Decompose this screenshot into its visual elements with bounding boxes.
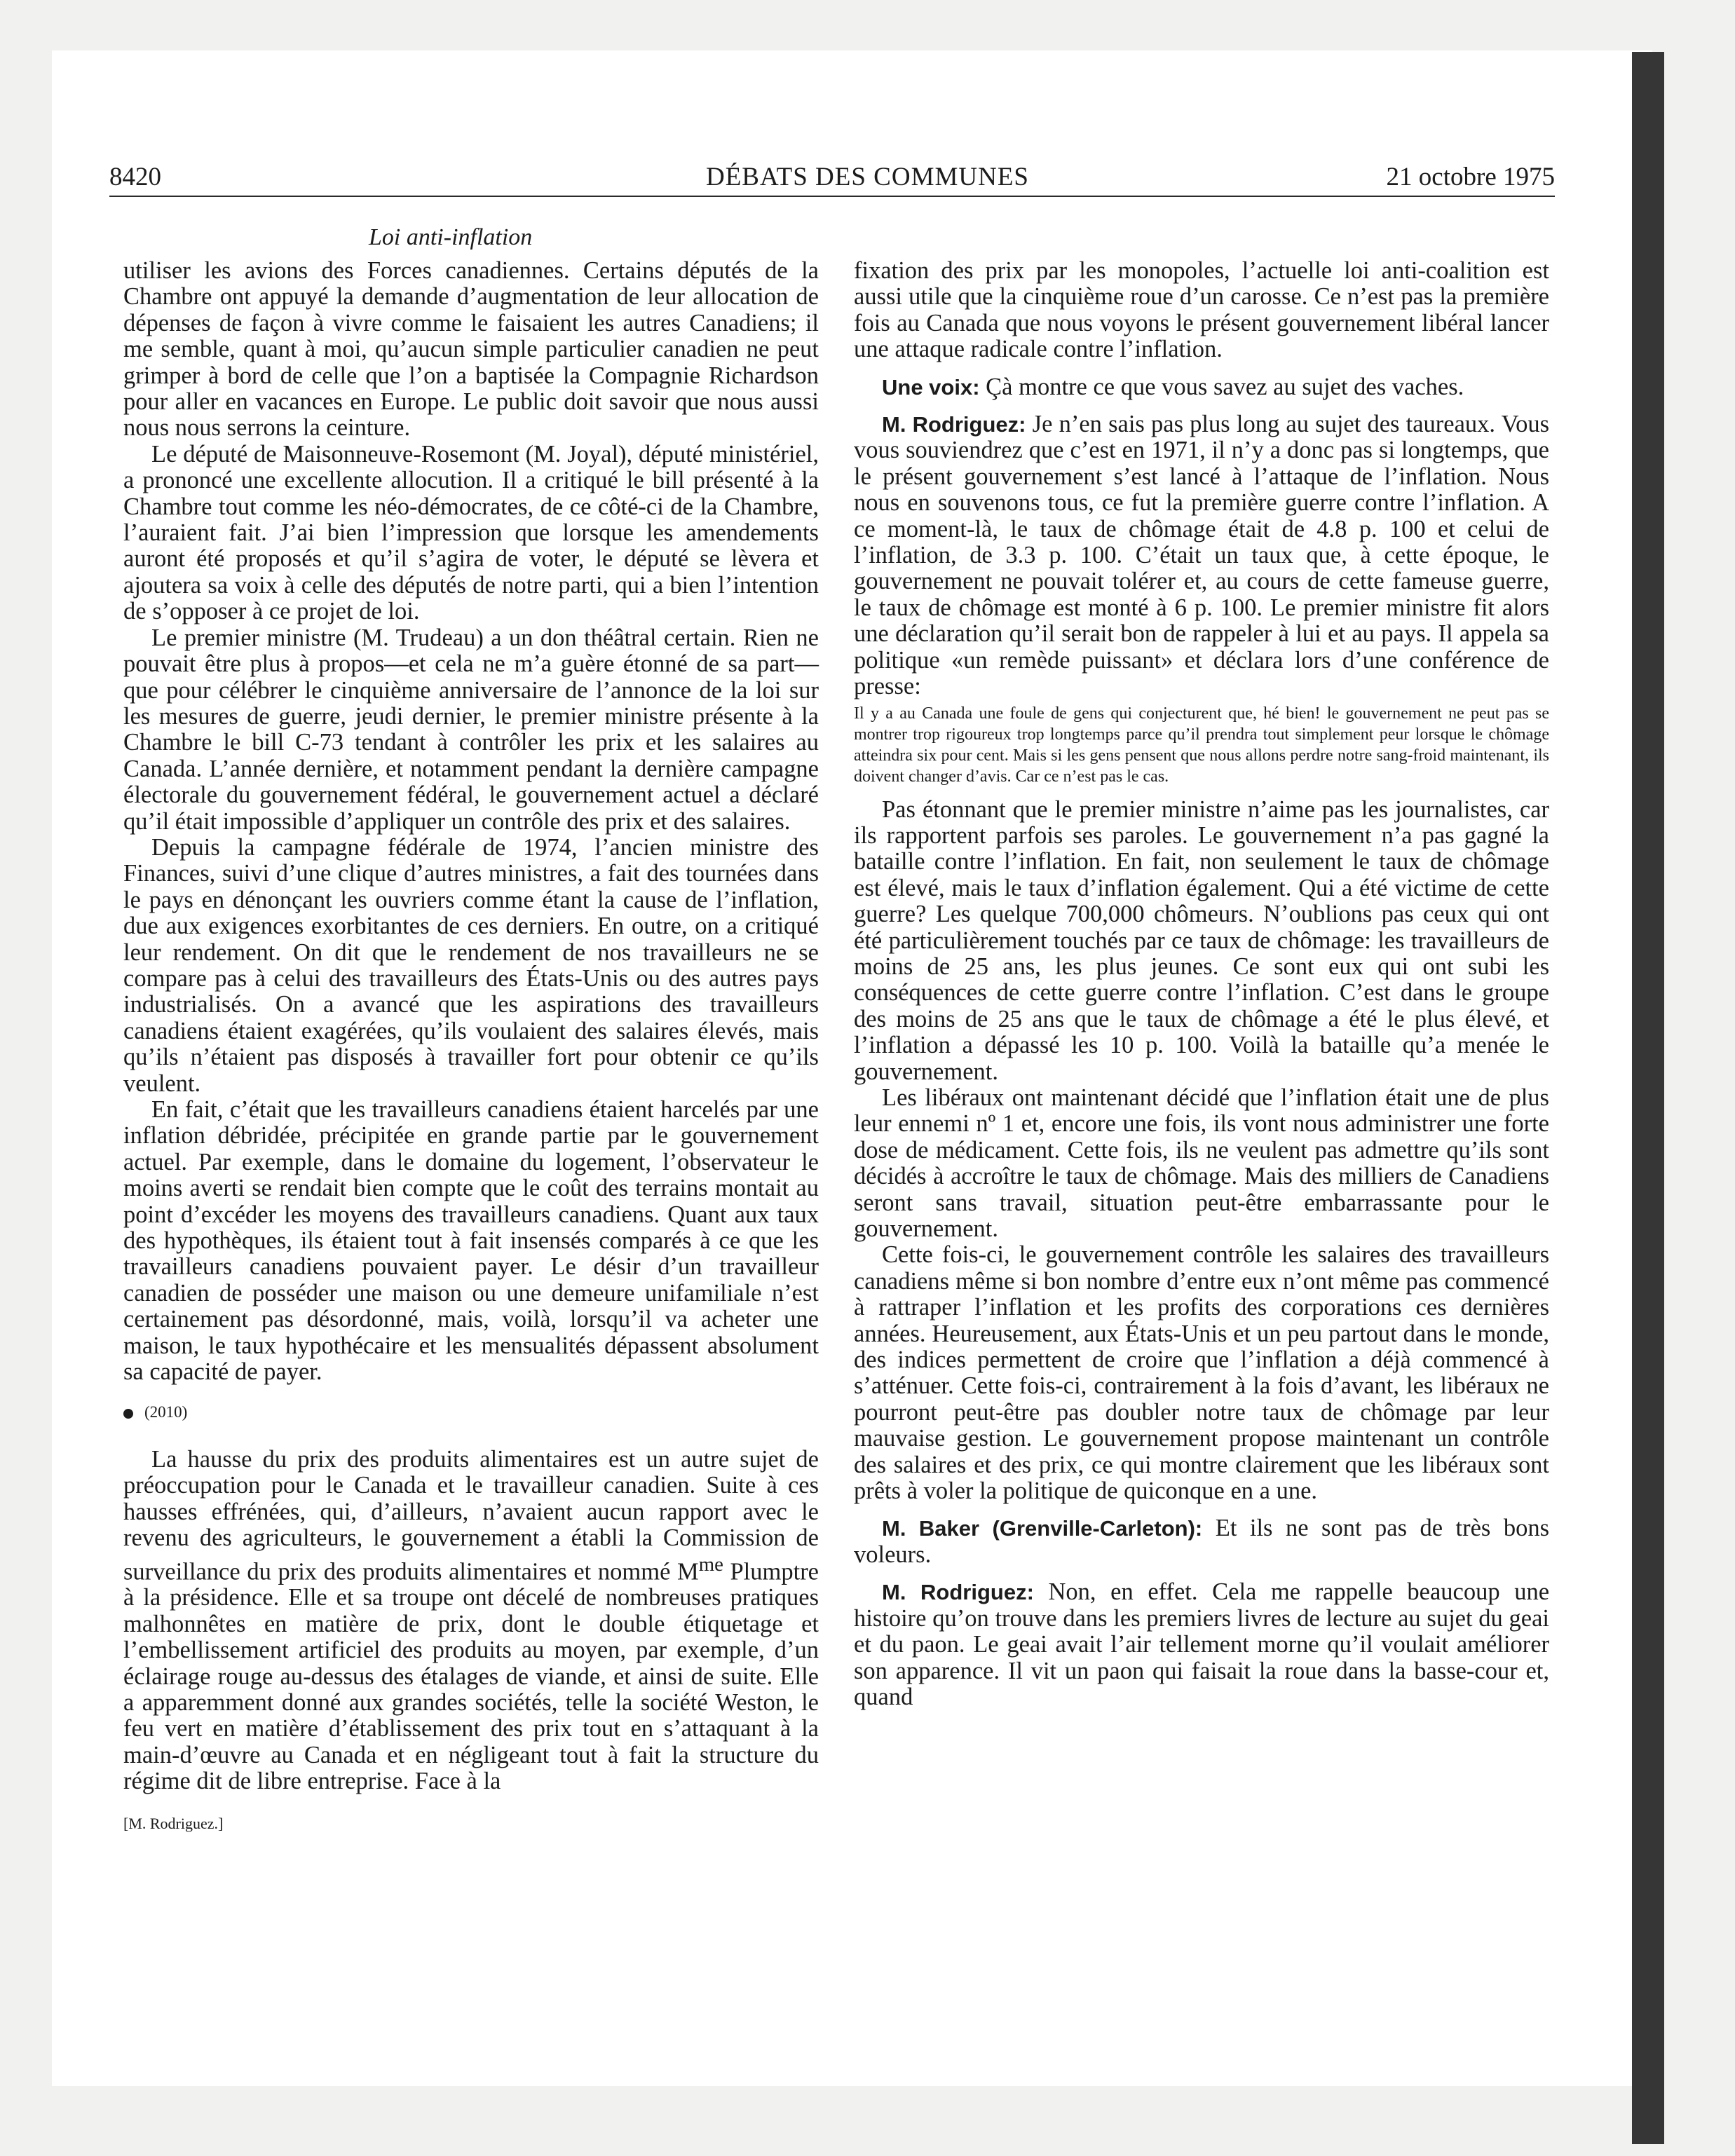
paragraph-text: Je n’en sais pas plus long au sujet des taureaux. Vous vous souviendrez que c’est en 1971, il n’y a donc pas si longtemps, que le présent gouvernement s’est lancé à l’attaque de l’inflation. Nous nous en souvenons tous, ce fut la première guerre contre l’inflation. A ce moment-là, le taux de chômage était de 4.8 p. 100 et celui de l’inflation, de 3.3 p. 100. C’était un taux que, à cette époque, le gouvernement ne pouvait tolérer et, au cours de cette fameuse guerre, le taux de chômage est monté à 6 p. 100. Le premier ministre fit alors une déclaration qu’il serait bon de rappeler à lui et au pays. Il appela sa politique «un remède puissant» et déclara lors d’une conférence de presse: [854, 411, 1549, 700]
left-column [123, 258, 819, 1836]
paragraph-text: Non, en effet. Cela me rappelle beaucoup une histoire qu’on trouve dans les premiers livres de lecture au sujet du geai et du paon. Le geai avait l’air tellement morne qu’il voulait améliorer son apparence. Il vit un paon qui faisait la roue dans la basse-cour et, quand [854, 1578, 1550, 1710]
paragraph [854, 374, 1549, 400]
speaker-label: Une voix: [882, 374, 980, 400]
paragraph-text: Et ils ne sont pas de très bons voleurs. [854, 1515, 1549, 1568]
section-subheading: Loi anti-inflation [369, 224, 533, 250]
speaker-footnote: [M. Rodriguez.] [123, 1814, 224, 1832]
paragraph-text: Plumptre à la présidence. Elle et sa troupe ont décelé de nombreuses pratiques malhonnêtes en matière de prix, dont le double étiquetage et l’embellissement artificiel des produits au moyen, par exemple, d’un éclairage rouge au-dessus des étalages de viande, et ainsi de suite. Elle a apparemment donné aux grandes sociétés, telle la société Weston, le feu vert en matière d’établissement des prix tout en s’attaquant à la main-d’œuvre au Canada et en négligeant tout à fait la structure du régime dit de libre entreprise. Face à la [123, 1558, 819, 1795]
speaker-label: M. Rodriguez: [882, 1580, 1034, 1605]
paragraph-text: La hausse du prix des produits alimentaires est un autre sujet de préoccupation pour le Canada et le travailleur canadien. Suite à ces hausses effrénées, qui, d’ailleurs, n’avaient aucun rapport avec le revenu des agriculteurs, le gouvernement a établi la Commission de surveillance du prix des produits alimentaires et nommé M [123, 1445, 819, 1585]
header-rule [109, 196, 1555, 197]
page-number: 8420 [109, 163, 161, 191]
right-column [854, 258, 1549, 1710]
paragraph [854, 411, 1549, 700]
paragraph-text: Çà montre ce que vous savez au sujet des vaches. [979, 373, 1464, 400]
running-title: DÉBATS DES COMMUNES [705, 163, 1029, 191]
scan-edge-shadow [1632, 52, 1664, 2144]
header-date: 21 octobre 1975 [1386, 163, 1555, 191]
block-quote: Il y a au Canada une foule de gens qui conjecturent que, hé bien! le gouvernement ne peut pas se montrer trop rigoureux trop longtemps parce qu’il prendra tout simplement peur lorsque le chômage atteindra six pour cent. Mais si les gens pensent que nous allons perdre notre sang-froid maintenant, ils doivent changer d’avis. Car ce n’est pas le cas. [854, 704, 1549, 786]
paragraph: Les libéraux ont maintenant décidé que l’inflation était une de plus leur ennemi nº 1 et, encore une fois, ils vont nous administrer une forte dose de médicament. Cette fois, ils ne veulent pas admettre qu’ils sont décidés à accroître le taux de chômage. Mais des milliers de Canadiens seront sans travail, situation peut-être embarrassante pour le gouvernement. [854, 1084, 1549, 1242]
paragraph: utiliser les avions des Forces canadiennes. Certains députés de la Chambre ont appuyé la demande d’augmentation de leur allocation de dépenses de façon à vivre comme le faisaient les autres Canadiens; il me semble, quant à moi, qu’aucun simple particulier canadien ne peut grimper à bord de celle que l’on a baptisée la Compagnie Richardson pour aller en vacances en Europe. Le public doit savoir que nous aussi nous nous serrons la ceinture. [123, 257, 819, 442]
paragraph [854, 1515, 1549, 1568]
speaker-label: M. Baker (Grenville-Carleton): [882, 1516, 1203, 1541]
time-marker-label: (2010) [144, 1403, 188, 1421]
paragraph [854, 1579, 1549, 1710]
paragraph [123, 1447, 819, 1795]
paragraph: Pas étonnant que le premier ministre n’aime pas les journalistes, car ils rapportent parfois ses paroles. Le gouvernement n’a pas gagné la bataille contre l’inflation. En fait, non seulement le taux de chômage est élevé, mais le taux d’inflation également. Qui a été victime de cette guerre? Les quelque 700,000 chômeurs. N’oublions pas ceux qui ont été particulièrement touchés par ce taux de chômage: les travailleurs de moins de 25 ans, les plus jeunes. Ce sont eux qui ont subi les conséquences de cette guerre contre l’inflation. C’est dans le groupe des moins de 25 ans que le taux de chômage a été le plus élevé, et l’inflation a dépassé les 10 p. 100. Voilà la bataille qu’a menée le gouvernement. [854, 796, 1549, 1085]
speaker-label: M. Rodriguez: [882, 412, 1026, 437]
paragraph: Le député de Maisonneuve-Rosemont (M. Joyal), député ministériel, a prononcé une excellente allocution. Il a critiqué le bill présenté à la Chambre tout comme les néo-démocrates, de ce côté-ci de la Chambre, l’auraient fait. J’ai bien l’impression que lorsque les amendements auront été proposés et qu’il s’agira de voter, le député se lèvera et ajoutera sa voix à celle des députés de notre parti, qui a bien l’intention de s’opposer à ce projet de loi. [123, 440, 819, 625]
bullet-dot-icon [123, 1409, 133, 1419]
time-marker [123, 1399, 819, 1425]
paragraph: En fait, c’était que les travailleurs canadiens étaient harcelés par une inflation débridée, précipitée en grande partie par le gouvernement actuel. Par exemple, dans le domaine du logement, l’observateur le moins averti se rendait bien compte que le coût des terrains montait au point d’excéder les moyens des travailleurs canadiens. Quant aux taux des hypothèques, ils étaient tout à fait insensés comparés à ce que les travailleurs canadiens pouvaient payer. Le désir d’un travailleur canadien de posséder une maison ou une demeure unifamiliale n’est certainement pas désordonné, mais, voilà, lorsqu’il va acheter une maison, le taux hypothécaire et les mensualités dépassent absolument sa capacité de payer. [123, 1096, 819, 1386]
superscript: me [698, 1553, 723, 1576]
paragraph: Le premier ministre (M. Trudeau) a un don théâtral certain. Rien ne pouvait être plus à propos—et cela ne m’a guère étonné de sa part—que pour célébrer le cinquième anniversaire de l’annonce de la loi sur les mesures de guerre, jeudi dernier, le premier ministre présente à la Chambre le bill C-73 tendant à contrôler les prix et les salaires au Canada. L’année dernière, et notamment pendant la dernière campagne électorale du gouvernement fédéral, le gouvernement actuel a déclaré qu’il était impossible d’appliquer un contrôle des prix et des salaires. [123, 624, 819, 835]
paragraph: fixation des prix par les monopoles, l’actuelle loi anti-coalition est aussi utile que la cinquième roue d’un carosse. Ce n’est pas la première fois au Canada que nous voyons le présent gouvernement libéral lancer une attaque radicale contre l’inflation. [854, 257, 1549, 363]
paragraph: Cette fois-ci, le gouvernement contrôle les salaires des travailleurs canadiens même si bon nombre d’entre eux n’ont même pas commencé à rattraper l’inflation et les profits des corporations ces dernières années. Heureusement, aux États-Unis et un peu partout dans le monde, des indices permettent de croire que l’inflation a déjà commencé à s’atténuer. Cette fois-ci, contrairement à la fois d’avant, les libéraux ne pourront peut-être pas doubler notre taux de chômage par leur mauvaise gestion. Le gouvernement propose maintenant un contrôle des salaires et des prix, ce qui montre clairement que les libéraux sont prêts à voler la politique de quiconque en a une. [854, 1241, 1549, 1505]
paragraph: Depuis la campagne fédérale de 1974, l’ancien ministre des Finances, suivi d’une clique d’autres ministres, a fait des tournées dans le pays en dénonçant les ouvriers comme étant la cause de l’inflation, due aux exigences exorbitantes de ces derniers. En outre, on a critiqué leur rendement. On dit que le rendement de nos travailleurs ne se compare pas à celui des travailleurs des États-Unis ou des autres pays industrialisés. On a avancé que les aspirations des travailleurs canadiens étaient exagérées, qu’ils voulaient des salaires élevés, mais qu’ils n’étaient pas disposés à travailler fort pour obtenir ce qu’ils veulent. [123, 833, 819, 1097]
